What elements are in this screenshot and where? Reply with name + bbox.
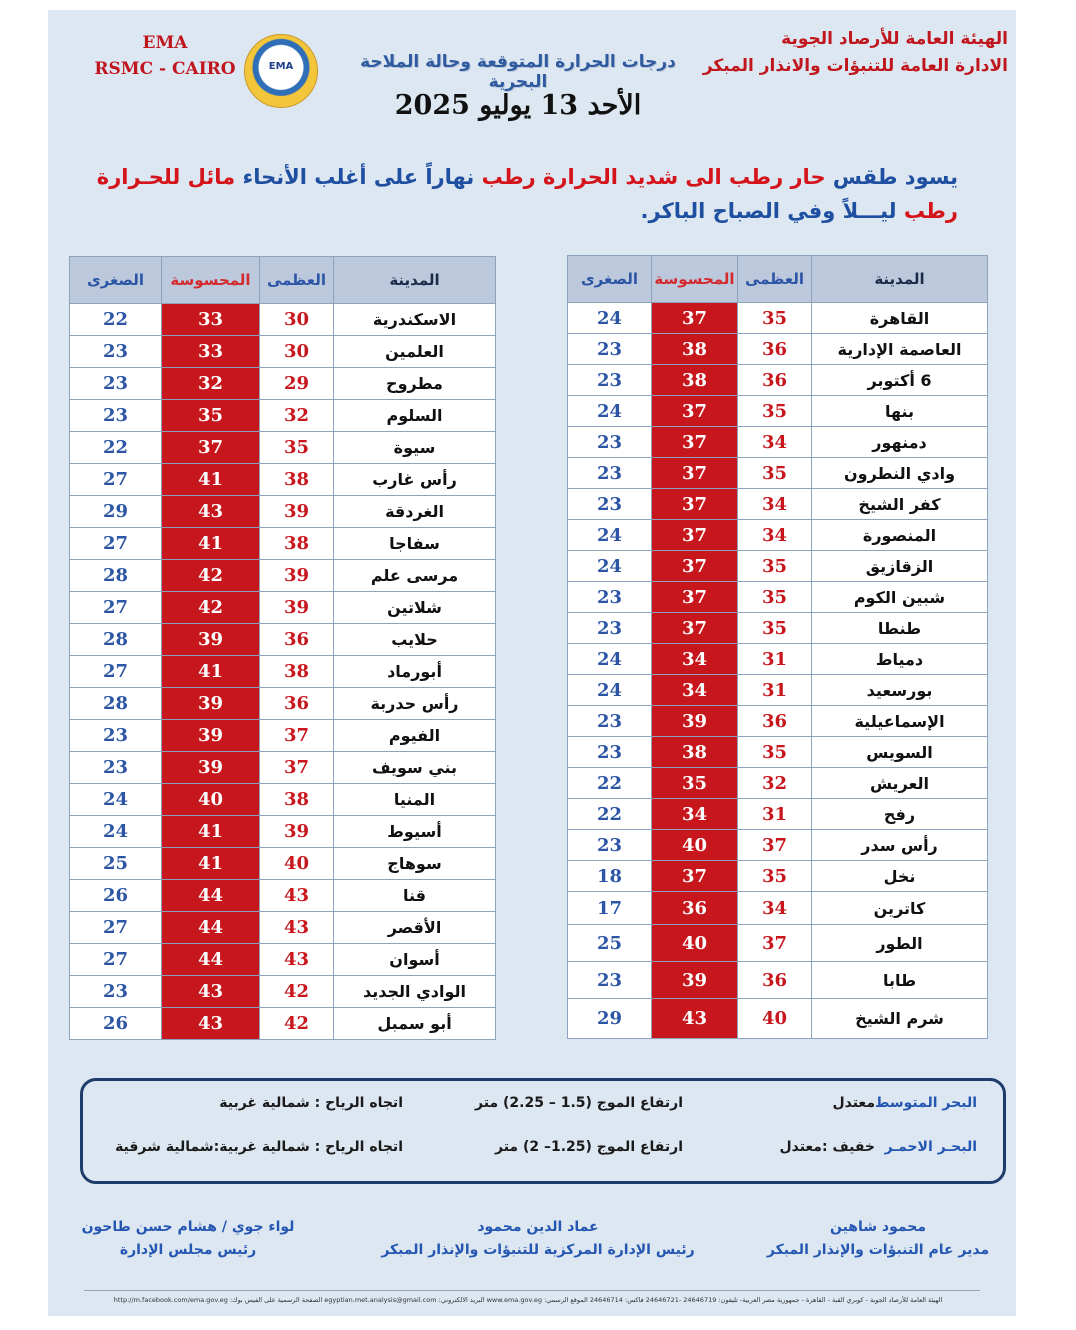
- page-date: الأحد 13 يوليو 2025: [394, 90, 642, 121]
- min-temp-cell: 23: [568, 706, 652, 737]
- feels-like-cell: 34: [652, 644, 738, 675]
- summary-part-2: حار رطب الى شديد الحرارة رطب: [481, 165, 826, 189]
- max-temp-cell: 43: [260, 880, 334, 912]
- feels-like-cell: 38: [652, 737, 738, 768]
- max-temp-cell: 36: [738, 365, 812, 396]
- table-row: [568, 768, 988, 799]
- sea-name: البحر المتوسط: [874, 1095, 977, 1111]
- feels-like-cell: 37: [652, 303, 738, 334]
- city-cell: أبورماد: [334, 656, 496, 688]
- signer-title: مدير عام التنبؤات والإنذار المبكر: [766, 1242, 990, 1258]
- signer-name: لواء جوي / هشام حسن طاحون: [81, 1219, 295, 1235]
- max-temp-cell: 37: [260, 752, 334, 784]
- min-temp-cell: 24: [568, 303, 652, 334]
- min-temp-cell: 23: [568, 830, 652, 861]
- min-temp-cell: 24: [70, 784, 162, 816]
- city-cell: الوادي الجديد: [334, 976, 496, 1008]
- feels-like-cell: 37: [652, 427, 738, 458]
- table-row: [568, 334, 988, 365]
- feels-like-cell: 39: [162, 688, 260, 720]
- city-cell: بني سويف: [334, 752, 496, 784]
- min-temp-cell: 22: [70, 304, 162, 336]
- max-temp-cell: 35: [738, 582, 812, 613]
- max-temp-cell: 39: [260, 496, 334, 528]
- city-cell: قنا: [334, 880, 496, 912]
- feels-like-cell: 43: [652, 999, 738, 1039]
- ema-label: EMA: [142, 33, 188, 53]
- table-row: [568, 737, 988, 768]
- city-cell: الغردقة: [334, 496, 496, 528]
- feels-like-cell: 33: [162, 336, 260, 368]
- table-row: [70, 688, 496, 720]
- table-row: [568, 861, 988, 892]
- authority-header: [678, 26, 1008, 80]
- logo-text: EMA: [268, 61, 294, 72]
- min-temp-cell: 23: [568, 737, 652, 768]
- forecast-sheet: [48, 10, 1016, 1316]
- max-temp-cell: 36: [260, 624, 334, 656]
- city-cell: مطروح: [334, 368, 496, 400]
- feels-like-cell: 37: [162, 432, 260, 464]
- col-max: العظمى: [738, 256, 812, 303]
- feels-like-cell: 40: [652, 925, 738, 962]
- max-temp-cell: 30: [260, 336, 334, 368]
- min-temp-cell: 26: [70, 880, 162, 912]
- table-row: [70, 336, 496, 368]
- city-table-right: [567, 255, 988, 1039]
- table-row: [70, 432, 496, 464]
- city-cell: الإسماعيلية: [812, 706, 988, 737]
- feels-like-cell: 41: [162, 816, 260, 848]
- sea-state: خفيف :معتدل: [779, 1139, 875, 1155]
- max-temp-cell: 43: [260, 944, 334, 976]
- signer-title: رئيس الإدارة المركزية للتنبؤات والإنذار المبكر: [381, 1242, 695, 1258]
- city-cell: دمنهور: [812, 427, 988, 458]
- city-cell: دمياط: [812, 644, 988, 675]
- city-cell: شبين الكوم: [812, 582, 988, 613]
- max-temp-cell: 39: [260, 816, 334, 848]
- table-row: [70, 816, 496, 848]
- city-cell: طابا: [812, 962, 988, 999]
- col-min: الصغرى: [568, 256, 652, 303]
- signature-2: [368, 1216, 708, 1262]
- table-row: [568, 675, 988, 706]
- min-temp-cell: 23: [70, 336, 162, 368]
- feels-like-cell: 35: [162, 400, 260, 432]
- wind-direction: اتجاه الرياح : شمالية غربية:شمالية شرقية: [115, 1139, 403, 1155]
- rsmc-header: [80, 30, 250, 82]
- max-temp-cell: 35: [738, 861, 812, 892]
- city-cell: القاهرة: [812, 303, 988, 334]
- city-cell: بورسعيد: [812, 675, 988, 706]
- marine-box: [80, 1078, 1006, 1184]
- city-cell: رأس حدربة: [334, 688, 496, 720]
- table-row: [568, 799, 988, 830]
- feels-like-cell: 40: [652, 830, 738, 861]
- max-temp-cell: 38: [260, 464, 334, 496]
- table-row: [70, 496, 496, 528]
- col-city: المدينة: [334, 257, 496, 304]
- summary-part-1: يسود طقس: [825, 165, 958, 189]
- min-temp-cell: 23: [568, 582, 652, 613]
- min-temp-cell: 22: [568, 799, 652, 830]
- min-temp-cell: 17: [568, 892, 652, 925]
- feels-like-cell: 37: [652, 520, 738, 551]
- table-row: [568, 427, 988, 458]
- signer-title: رئيس مجلس الإدارة: [119, 1242, 257, 1258]
- min-temp-cell: 27: [70, 912, 162, 944]
- city-cell: رفح: [812, 799, 988, 830]
- table-row: [70, 464, 496, 496]
- city-cell: السلوم: [334, 400, 496, 432]
- max-temp-cell: 34: [738, 489, 812, 520]
- max-temp-cell: 43: [260, 912, 334, 944]
- city-cell: أسيوط: [334, 816, 496, 848]
- city-cell: طنطا: [812, 613, 988, 644]
- feels-like-cell: 43: [162, 976, 260, 1008]
- max-temp-cell: 38: [260, 784, 334, 816]
- city-cell: الأقصر: [334, 912, 496, 944]
- table-row: [568, 458, 988, 489]
- feels-like-cell: 37: [652, 582, 738, 613]
- min-temp-cell: 27: [70, 592, 162, 624]
- table-row: [568, 830, 988, 861]
- feels-like-cell: 39: [162, 720, 260, 752]
- max-temp-cell: 35: [738, 737, 812, 768]
- city-cell: رأس سدر: [812, 830, 988, 861]
- min-temp-cell: 24: [568, 396, 652, 427]
- min-temp-cell: 23: [568, 489, 652, 520]
- city-cell: الطور: [812, 925, 988, 962]
- city-cell: المنصورة: [812, 520, 988, 551]
- table-row: [568, 892, 988, 925]
- max-temp-cell: 34: [738, 520, 812, 551]
- sea-row-red-sea: [83, 1139, 1003, 1169]
- table-row: [70, 528, 496, 560]
- city-cell: العلمين: [334, 336, 496, 368]
- max-temp-cell: 35: [738, 613, 812, 644]
- min-temp-cell: 23: [568, 365, 652, 396]
- feels-like-cell: 41: [162, 656, 260, 688]
- min-temp-cell: 18: [568, 861, 652, 892]
- city-cell: شرم الشيخ: [812, 999, 988, 1039]
- city-cell: أبو سمبل: [334, 1008, 496, 1040]
- min-temp-cell: 29: [568, 999, 652, 1039]
- city-cell: كاترين: [812, 892, 988, 925]
- max-temp-cell: 29: [260, 368, 334, 400]
- table-row: [568, 925, 988, 962]
- max-temp-cell: 31: [738, 799, 812, 830]
- min-temp-cell: 23: [70, 976, 162, 1008]
- min-temp-cell: 27: [70, 656, 162, 688]
- table-row: [568, 551, 988, 582]
- city-cell: الاسكندرية: [334, 304, 496, 336]
- feels-like-cell: 38: [652, 365, 738, 396]
- feels-like-cell: 34: [652, 675, 738, 706]
- city-cell: المنيا: [334, 784, 496, 816]
- max-temp-cell: 37: [738, 830, 812, 861]
- signer-name: محمود شاهين: [829, 1219, 927, 1235]
- weather-summary: [76, 160, 958, 228]
- table-row: [568, 962, 988, 999]
- city-cell: نخل: [812, 861, 988, 892]
- min-temp-cell: 23: [70, 368, 162, 400]
- city-cell: شلاتين: [334, 592, 496, 624]
- footer-divider: [84, 1290, 980, 1291]
- col-max: العظمى: [260, 257, 334, 304]
- min-temp-cell: 25: [568, 925, 652, 962]
- min-temp-cell: 27: [70, 464, 162, 496]
- feels-like-cell: 37: [652, 613, 738, 644]
- table-row: [568, 303, 988, 334]
- table-row: [568, 644, 988, 675]
- max-temp-cell: 30: [260, 304, 334, 336]
- city-cell: سوهاج: [334, 848, 496, 880]
- table-row: [70, 720, 496, 752]
- max-temp-cell: 34: [738, 892, 812, 925]
- wave-height: ارتفاع الموج (1.5 – 2.25) متر: [475, 1095, 683, 1111]
- table-row: [70, 912, 496, 944]
- feels-like-cell: 42: [162, 560, 260, 592]
- feels-like-cell: 42: [162, 592, 260, 624]
- table-row: [70, 1008, 496, 1040]
- min-temp-cell: 24: [568, 644, 652, 675]
- col-feels: المحسوسة: [652, 256, 738, 303]
- table-row: [70, 752, 496, 784]
- min-temp-cell: 22: [568, 768, 652, 799]
- max-temp-cell: 31: [738, 675, 812, 706]
- wind-direction: اتجاه الرياح : شمالية غربية: [219, 1095, 403, 1111]
- feels-like-cell: 39: [162, 752, 260, 784]
- table-row: [70, 592, 496, 624]
- city-cell: العريش: [812, 768, 988, 799]
- max-temp-cell: 42: [260, 976, 334, 1008]
- max-temp-cell: 36: [738, 962, 812, 999]
- min-temp-cell: 23: [568, 427, 652, 458]
- city-cell: الفيوم: [334, 720, 496, 752]
- city-cell: 6 أكتوبر: [812, 365, 988, 396]
- feels-like-cell: 37: [652, 489, 738, 520]
- max-temp-cell: 39: [260, 560, 334, 592]
- min-temp-cell: 28: [70, 624, 162, 656]
- max-temp-cell: 37: [260, 720, 334, 752]
- feels-like-cell: 44: [162, 944, 260, 976]
- page-subtitle: درجات الحرارة المتوقعة وحالة الملاحة البحرية: [360, 52, 676, 92]
- city-cell: كفر الشيخ: [812, 489, 988, 520]
- sea-row-mediterranean: [83, 1095, 1003, 1125]
- min-temp-cell: 23: [70, 752, 162, 784]
- table-row: [568, 520, 988, 551]
- feels-like-cell: 39: [652, 706, 738, 737]
- department-name: الادارة العامة للتنبؤات والانذار المبكر: [702, 56, 1008, 76]
- footer-contact: الهيئة العامة للأرصاد الجوية - كوبري القبة - القاهرة - جمهورية مصر العربية- تليفون: 24646719 -24646721 فاكس: 24646714 الموقع الرسمي: www.ema.gov.eg البريد الالكتروني: egyptian.met.analysis@gmail.com الصفحة الرسمية على الفيس بوك: http://m.facebook.com/ema.gov.eg: [113, 1296, 943, 1304]
- min-temp-cell: 24: [568, 675, 652, 706]
- min-temp-cell: 23: [70, 720, 162, 752]
- col-feels: المحسوسة: [162, 257, 260, 304]
- city-cell: سيوة: [334, 432, 496, 464]
- table-row: [568, 582, 988, 613]
- table-row: [70, 784, 496, 816]
- feels-like-cell: 37: [652, 396, 738, 427]
- table-header-row: [568, 256, 988, 303]
- feels-like-cell: 40: [162, 784, 260, 816]
- max-temp-cell: 37: [738, 925, 812, 962]
- table-row: [568, 999, 988, 1039]
- wave-height: ارتفاع الموج (1.25– 2) متر: [494, 1139, 683, 1155]
- authority-name: الهيئة العامة للأرصاد الجوية: [781, 29, 1008, 49]
- max-temp-cell: 35: [738, 396, 812, 427]
- feels-like-cell: 32: [162, 368, 260, 400]
- min-temp-cell: 23: [568, 334, 652, 365]
- table-row: [70, 944, 496, 976]
- table-row: [70, 848, 496, 880]
- max-temp-cell: 38: [260, 528, 334, 560]
- max-temp-cell: 39: [260, 592, 334, 624]
- signer-name: عماد الدين محمود: [477, 1219, 599, 1235]
- feels-like-cell: 39: [652, 962, 738, 999]
- city-cell: مرسى علم: [334, 560, 496, 592]
- table-row: [568, 489, 988, 520]
- table-row: [70, 368, 496, 400]
- feels-like-cell: 41: [162, 528, 260, 560]
- min-temp-cell: 23: [70, 400, 162, 432]
- city-cell: العاصمة الإدارية: [812, 334, 988, 365]
- table-row: [568, 613, 988, 644]
- ema-logo: [244, 34, 318, 108]
- feels-like-cell: 38: [652, 334, 738, 365]
- max-temp-cell: 38: [260, 656, 334, 688]
- feels-like-cell: 37: [652, 551, 738, 582]
- summary-part-5: ليـــلاً وفي الصباح الباكر.: [640, 199, 904, 223]
- table-row: [70, 304, 496, 336]
- city-cell: الزقازيق: [812, 551, 988, 582]
- table-row: [70, 656, 496, 688]
- col-min: الصغرى: [70, 257, 162, 304]
- city-cell: حلايب: [334, 624, 496, 656]
- feels-like-cell: 41: [162, 464, 260, 496]
- min-temp-cell: 24: [568, 520, 652, 551]
- signature-3: [78, 1216, 298, 1262]
- city-table-left: [69, 256, 496, 1040]
- table-row: [70, 976, 496, 1008]
- feels-like-cell: 33: [162, 304, 260, 336]
- max-temp-cell: 34: [738, 427, 812, 458]
- max-temp-cell: 35: [738, 458, 812, 489]
- min-temp-cell: 24: [568, 551, 652, 582]
- max-temp-cell: 36: [738, 706, 812, 737]
- city-cell: السويس: [812, 737, 988, 768]
- min-temp-cell: 28: [70, 688, 162, 720]
- max-temp-cell: 35: [260, 432, 334, 464]
- col-city: المدينة: [812, 256, 988, 303]
- summary-part-4: مائل للحـرارة رطب: [96, 165, 958, 223]
- max-temp-cell: 36: [260, 688, 334, 720]
- table-header-row: [70, 257, 496, 304]
- table-row: [568, 706, 988, 737]
- feels-like-cell: 44: [162, 912, 260, 944]
- feels-like-cell: 43: [162, 1008, 260, 1040]
- max-temp-cell: 35: [738, 303, 812, 334]
- max-temp-cell: 32: [738, 768, 812, 799]
- max-temp-cell: 36: [738, 334, 812, 365]
- summary-part-3: نهاراً على أغلب الأنحاء: [235, 165, 482, 189]
- rsmc-label: RSMC - CAIRO: [94, 59, 236, 79]
- table-row: [70, 880, 496, 912]
- table-row: [70, 400, 496, 432]
- city-cell: وادي النطرون: [812, 458, 988, 489]
- max-temp-cell: 31: [738, 644, 812, 675]
- min-temp-cell: 28: [70, 560, 162, 592]
- min-temp-cell: 26: [70, 1008, 162, 1040]
- table-row: [70, 624, 496, 656]
- city-cell: سفاجا: [334, 528, 496, 560]
- max-temp-cell: 35: [738, 551, 812, 582]
- min-temp-cell: 27: [70, 944, 162, 976]
- max-temp-cell: 40: [260, 848, 334, 880]
- min-temp-cell: 23: [568, 458, 652, 489]
- city-cell: بنها: [812, 396, 988, 427]
- sea-state: معتدل: [832, 1095, 875, 1111]
- max-temp-cell: 40: [738, 999, 812, 1039]
- min-temp-cell: 25: [70, 848, 162, 880]
- table-row: [568, 396, 988, 427]
- feels-like-cell: 37: [652, 458, 738, 489]
- min-temp-cell: 23: [568, 962, 652, 999]
- min-temp-cell: 29: [70, 496, 162, 528]
- max-temp-cell: 32: [260, 400, 334, 432]
- feels-like-cell: 39: [162, 624, 260, 656]
- feels-like-cell: 43: [162, 496, 260, 528]
- min-temp-cell: 27: [70, 528, 162, 560]
- feels-like-cell: 34: [652, 799, 738, 830]
- city-cell: أسوان: [334, 944, 496, 976]
- min-temp-cell: 24: [70, 816, 162, 848]
- signature-1: [738, 1216, 1018, 1262]
- feels-like-cell: 36: [652, 892, 738, 925]
- table-row: [70, 560, 496, 592]
- sea-name: البحـر الاحمـر: [884, 1139, 977, 1155]
- feels-like-cell: 41: [162, 848, 260, 880]
- feels-like-cell: 35: [652, 768, 738, 799]
- city-cell: رأس غارب: [334, 464, 496, 496]
- max-temp-cell: 42: [260, 1008, 334, 1040]
- feels-like-cell: 44: [162, 880, 260, 912]
- min-temp-cell: 22: [70, 432, 162, 464]
- table-row: [568, 365, 988, 396]
- feels-like-cell: 37: [652, 861, 738, 892]
- min-temp-cell: 23: [568, 613, 652, 644]
